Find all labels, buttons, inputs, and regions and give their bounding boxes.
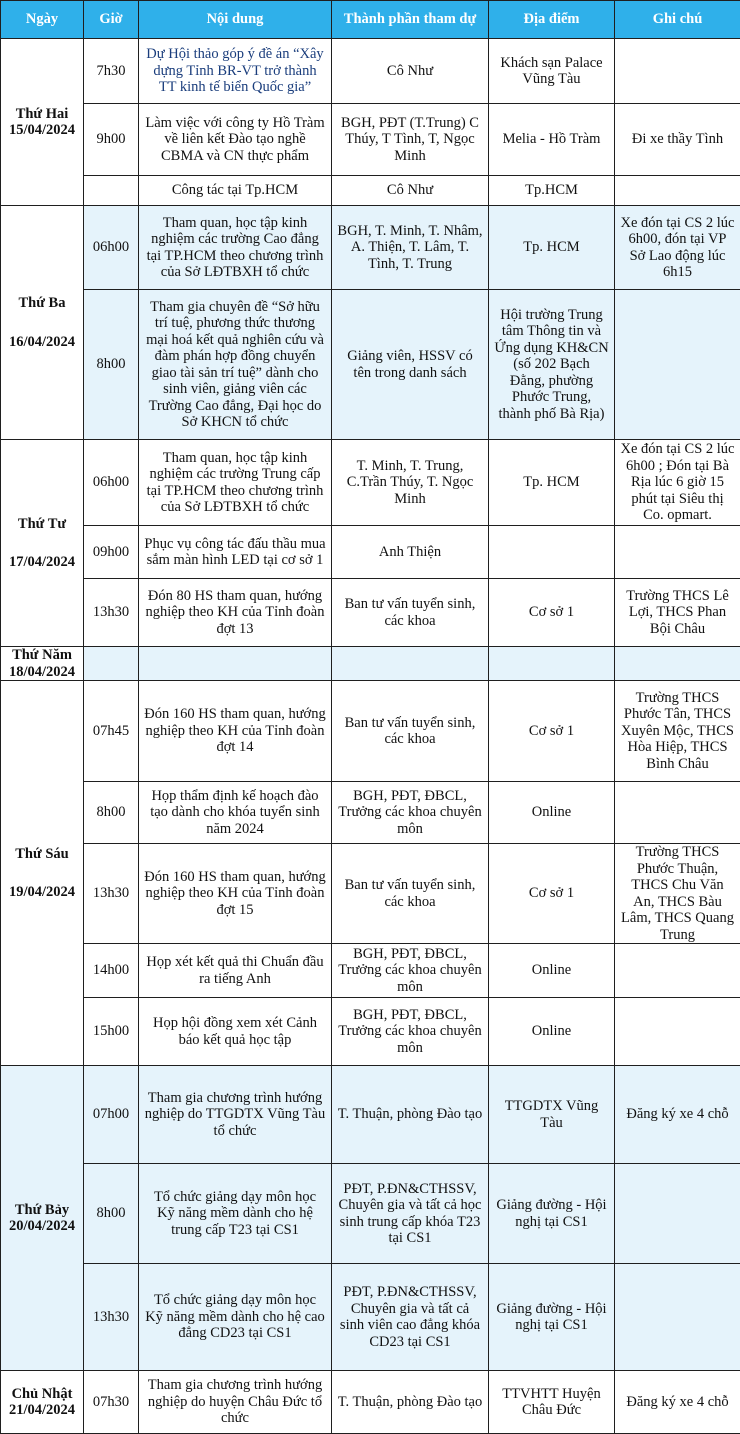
event-time: 8h00 — [84, 782, 139, 844]
event-content: Làm việc với công ty Hồ Tràm về liên kết Đào tạo nghề CBMA và CN thực phẩm — [139, 104, 332, 176]
event-note: Trường THCS Phước Thuận, THCS Chu Văn An, THCS Bàu Lâm, THCS Quang Trung — [615, 844, 740, 944]
table-row — [1, 104, 740, 176]
event-time: 13h30 — [84, 844, 139, 944]
event-location: Hội trường Trung tâm Thông tin và Ứng dụng KH&CN (số 202 Bạch Đằng, phường Phước Trung, thành phố Bà Rịa) — [489, 290, 615, 440]
day-name: Thứ Ba — [6, 295, 78, 312]
event-participants: Anh Thiện — [332, 526, 489, 579]
event-location: Tp.HCM — [489, 176, 615, 206]
event-location: Cơ sở 1 — [489, 844, 615, 944]
day-date: 15/04/2024 — [6, 122, 78, 139]
event-participants: T. Thuận, phòng Đào tạo — [332, 1371, 489, 1434]
event-content: Tổ chức giảng dạy môn học Kỹ năng mềm dành cho hệ trung cấp T23 tại CS1 — [139, 1164, 332, 1264]
event-location: Tp. HCM — [489, 440, 615, 526]
event-content: Tổ chức giảng dạy môn học Kỹ năng mềm dành cho hệ cao đẳng CD23 tại CS1 — [139, 1264, 332, 1371]
day-cell-saturday — [1, 1066, 84, 1371]
table-row — [1, 1164, 740, 1264]
day-name: Thứ Hai — [6, 106, 78, 123]
event-content: Đón 160 HS tham quan, hướng nghiệp theo KH của Tỉnh đoàn đợt 14 — [139, 681, 332, 782]
event-content: Tham quan, học tập kinh nghiệm các trường Cao đẳng tại TP.HCM theo chương trình của Sở LĐTBXH tổ chức — [139, 206, 332, 290]
table-row — [1, 1066, 740, 1164]
event-participants: Cô Như — [332, 176, 489, 206]
day-cell-friday — [1, 681, 84, 1066]
event-content: Phục vụ công tác đấu thầu mua sắm màn hình LED tại cơ sở 1 — [139, 526, 332, 579]
event-note: Đăng ký xe 4 chỗ — [615, 1066, 740, 1164]
day-date: 18/04/2024 — [6, 664, 78, 681]
day-name: Chủ Nhật — [6, 1386, 78, 1403]
event-participants — [332, 647, 489, 681]
day-date: 19/04/2024 — [6, 884, 78, 901]
event-location: TTGDTX Vũng Tàu — [489, 1066, 615, 1164]
event-location — [489, 647, 615, 681]
event-content: Đón 80 HS tham quan, hướng nghiệp theo KH của Tỉnh đoàn đợt 13 — [139, 579, 332, 647]
event-content: Công tác tại Tp.HCM — [139, 176, 332, 206]
event-note — [615, 290, 740, 440]
table-row — [1, 176, 740, 206]
event-content: Tham gia chương trình hướng nghiệp do huyện Châu Đức tổ chức — [139, 1371, 332, 1434]
event-participants: PĐT, P.ĐN&CTHSSV, Chuyên gia và tất cả sinh viên cao đẳng khóa CD23 tại CS1 — [332, 1264, 489, 1371]
event-location: Giảng đường - Hội nghị tại CS1 — [489, 1164, 615, 1264]
event-participants: BGH, PĐT, ĐBCL, Trưởng các khoa chuyên môn — [332, 782, 489, 844]
table-row — [1, 39, 740, 104]
event-note: Xe đón tại CS 2 lúc 6h00, đón tại VP Sở Lao động lúc 6h15 — [615, 206, 740, 290]
header-participants: Thành phần tham dự — [332, 1, 489, 39]
event-note: Đi xe thầy Tình — [615, 104, 740, 176]
event-content: Họp thẩm định kế hoạch đào tạo dành cho khóa tuyển sinh năm 2024 — [139, 782, 332, 844]
event-time: 06h00 — [84, 206, 139, 290]
header-note: Ghi chú — [615, 1, 740, 39]
event-content: Họp hội đồng xem xét Cảnh báo kết quả học tập — [139, 998, 332, 1066]
event-participants: PĐT, P.ĐN&CTHSSV, Chuyên gia và tất cả học sinh trung cấp khóa T23 tại CS1 — [332, 1164, 489, 1264]
day-date: 16/04/2024 — [6, 334, 78, 351]
event-time — [84, 176, 139, 206]
table-row — [1, 440, 740, 526]
table-row — [1, 647, 740, 681]
event-time — [84, 647, 139, 681]
event-location: Khách sạn Palace Vũng Tàu — [489, 39, 615, 104]
event-time: 7h30 — [84, 39, 139, 104]
event-location: Online — [489, 944, 615, 998]
event-participants: Ban tư vấn tuyển sinh, các khoa — [332, 579, 489, 647]
event-time: 8h00 — [84, 290, 139, 440]
day-cell-sunday — [1, 1371, 84, 1434]
header-content: Nội dung — [139, 1, 332, 39]
event-participants: Ban tư vấn tuyển sinh, các khoa — [332, 844, 489, 944]
event-note — [615, 944, 740, 998]
event-participants: BGH, PĐT, ĐBCL, Trưởng các khoa chuyên môn — [332, 944, 489, 998]
table-row — [1, 681, 740, 782]
event-participants: Giảng viên, HSSV có tên trong danh sách — [332, 290, 489, 440]
event-content: Đón 160 HS tham quan, hướng nghiệp theo KH của Tỉnh đoàn đợt 15 — [139, 844, 332, 944]
header-location: Địa điểm — [489, 1, 615, 39]
table-row — [1, 206, 740, 290]
event-note — [615, 526, 740, 579]
event-content — [139, 647, 332, 681]
table-row — [1, 1264, 740, 1371]
event-participants: T. Thuận, phòng Đào tạo — [332, 1066, 489, 1164]
event-content: Tham gia chuyên đề “Sở hữu trí tuệ, phương thức thương mại hoá kết quả nghiên cứu và đàm phán hợp đồng chuyển giao tài sản trí tuệ” dành cho sinh viên, giảng viên các Trường Cao đẳng, Đại học do Sở KHCN tổ chức — [139, 290, 332, 440]
event-location — [489, 526, 615, 579]
table-row — [1, 290, 740, 440]
day-date: 17/04/2024 — [6, 554, 78, 571]
event-content: Dự Hội thảo góp ý đề án “Xây dựng Tỉnh BR-VT trở thành TT kinh tế biển Quốc gia” — [139, 39, 332, 104]
day-date: 21/04/2024 — [6, 1402, 78, 1419]
header-time: Giờ — [84, 1, 139, 39]
header-day: Ngày — [1, 1, 84, 39]
event-time: 15h00 — [84, 998, 139, 1066]
event-note — [615, 1264, 740, 1371]
event-participants: BGH, PĐT, ĐBCL, Trưởng các khoa chuyên môn — [332, 998, 489, 1066]
event-participants: Cô Như — [332, 39, 489, 104]
event-location: Tp. HCM — [489, 206, 615, 290]
day-cell-tuesday — [1, 206, 84, 440]
event-participants: BGH, T. Minh, T. Nhâm, A. Thiện, T. Lâm, T. Tình, T. Trung — [332, 206, 489, 290]
event-time: 13h30 — [84, 579, 139, 647]
event-note: Trường THCS Phước Tân, THCS Xuyên Mộc, THCS Hòa Hiệp, THCS Bình Châu — [615, 681, 740, 782]
table-row — [1, 1371, 740, 1434]
event-note — [615, 782, 740, 844]
table-row — [1, 526, 740, 579]
event-note: Xe đón tại CS 2 lúc 6h00 ; Đón tại Bà Rịa lúc 6 giờ 15 phút tại Siêu thị Co. opmart. — [615, 440, 740, 526]
day-date: 20/04/2024 — [6, 1218, 78, 1235]
event-time: 8h00 — [84, 1164, 139, 1264]
event-location: Melia - Hồ Tràm — [489, 104, 615, 176]
event-participants: Ban tư vấn tuyển sinh, các khoa — [332, 681, 489, 782]
event-location: TTVHTT Huyện Châu Đức — [489, 1371, 615, 1434]
day-cell-monday — [1, 39, 84, 206]
event-time: 09h00 — [84, 526, 139, 579]
header-row — [1, 1, 740, 39]
event-time: 07h30 — [84, 1371, 139, 1434]
event-location: Cơ sở 1 — [489, 579, 615, 647]
event-time: 9h00 — [84, 104, 139, 176]
event-time: 13h30 — [84, 1264, 139, 1371]
table-row — [1, 844, 740, 944]
event-time: 06h00 — [84, 440, 139, 526]
day-cell-wednesday — [1, 440, 84, 647]
event-note — [615, 998, 740, 1066]
table-row — [1, 579, 740, 647]
event-note: Trường THCS Lê Lợi, THCS Phan Bội Châu — [615, 579, 740, 647]
event-participants: T. Minh, T. Trung, C.Trần Thúy, T. Ngọc Minh — [332, 440, 489, 526]
event-note — [615, 1164, 740, 1264]
table-row — [1, 782, 740, 844]
day-cell-thursday — [1, 647, 84, 681]
event-note: Đăng ký xe 4 chỗ — [615, 1371, 740, 1434]
table-row — [1, 998, 740, 1066]
event-content: Họp xét kết quả thi Chuẩn đầu ra tiếng Anh — [139, 944, 332, 998]
event-location: Online — [489, 782, 615, 844]
event-note — [615, 39, 740, 104]
event-participants: BGH, PĐT (T.Trung) C Thúy, T Tình, T, Ngọc Minh — [332, 104, 489, 176]
event-location: Online — [489, 998, 615, 1066]
day-name: Thứ Sáu — [6, 846, 78, 863]
event-time: 14h00 — [84, 944, 139, 998]
day-name: Thứ Bảy — [6, 1202, 78, 1219]
event-time: 07h00 — [84, 1066, 139, 1164]
event-note — [615, 176, 740, 206]
day-name: Thứ Năm — [6, 647, 78, 664]
event-content: Tham quan, học tập kinh nghiệm các trường Trung cấp tại TP.HCM theo chương trình của Sở LĐTBXH tổ chức — [139, 440, 332, 526]
event-note — [615, 647, 740, 681]
event-location: Cơ sở 1 — [489, 681, 615, 782]
event-location: Giảng đường - Hội nghị tại CS1 — [489, 1264, 615, 1371]
day-name: Thứ Tư — [6, 516, 78, 533]
table-row — [1, 944, 740, 998]
event-time: 07h45 — [84, 681, 139, 782]
event-content: Tham gia chương trình hướng nghiệp do TTGDTX Vũng Tàu tổ chức — [139, 1066, 332, 1164]
